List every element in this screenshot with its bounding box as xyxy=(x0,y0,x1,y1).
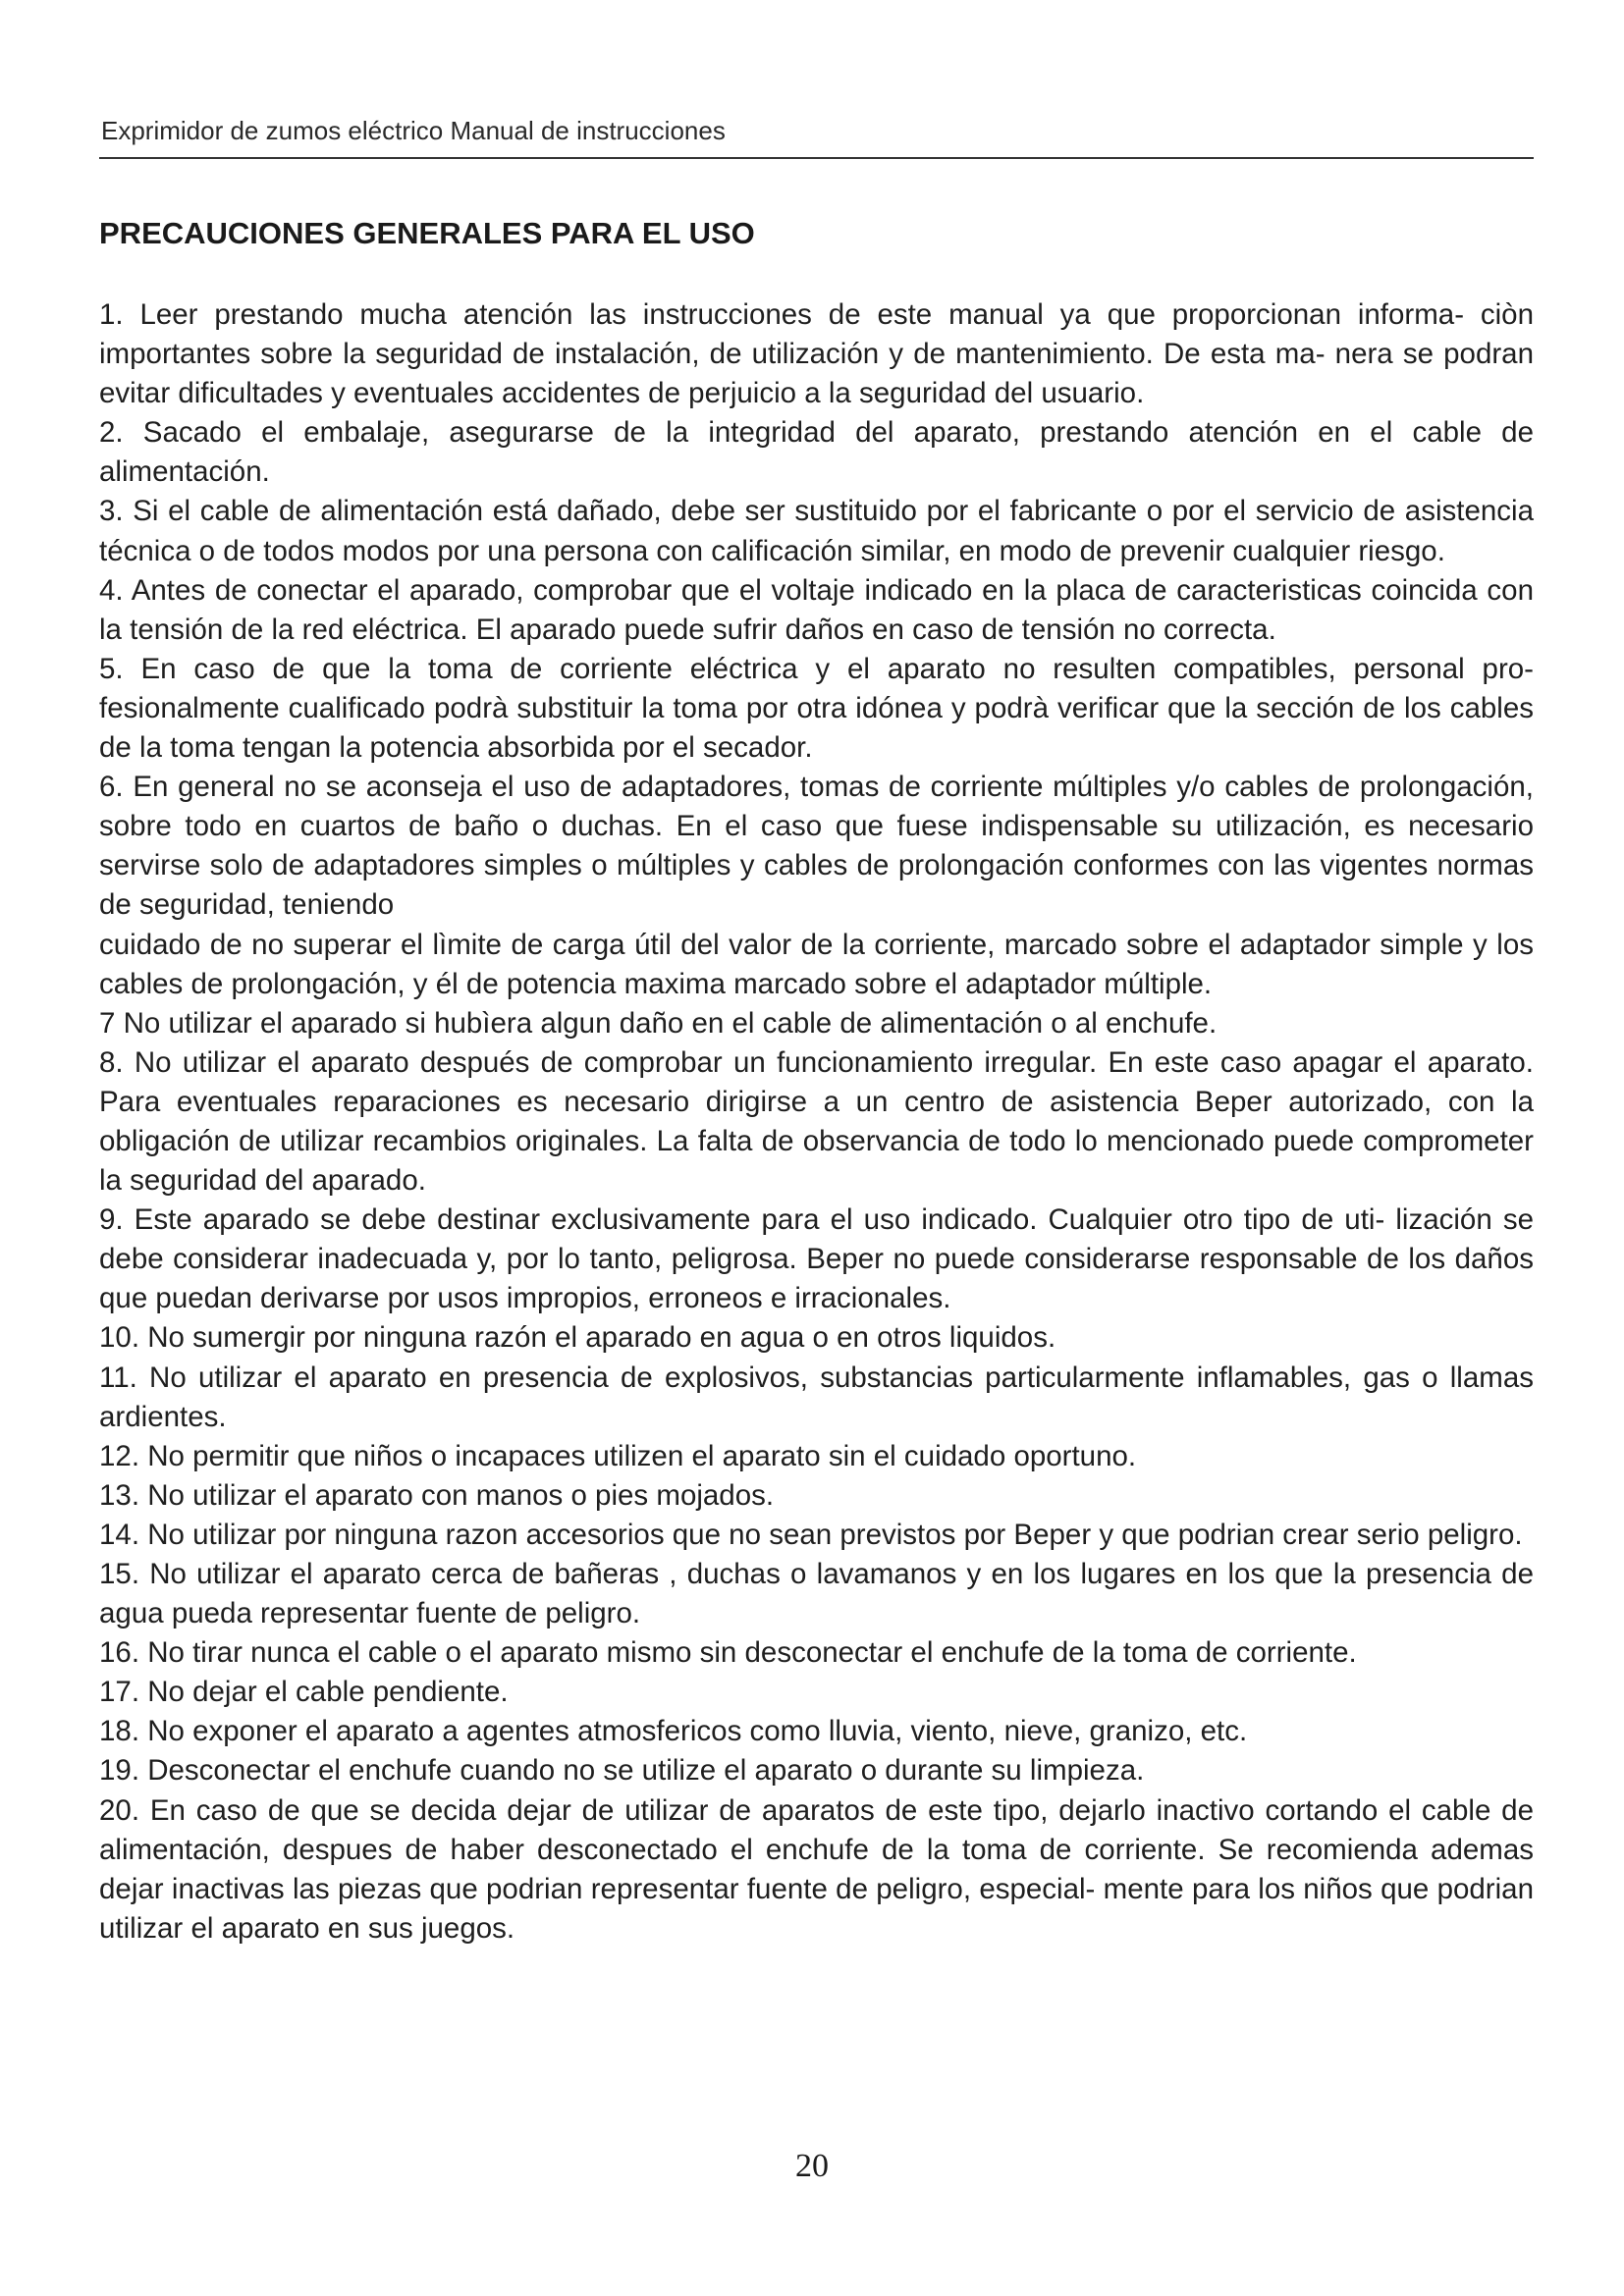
section-title: PRECAUCIONES GENERALES PARA EL USO xyxy=(99,216,755,250)
precaution-item: 16. No tirar nunca el cable o el aparato mismo sin desconectar el enchufe de la toma de corriente. xyxy=(99,1636,1357,1670)
precaution-item: 18. No exponer el aparato a agentes atmosfericos como lluvia, viento, nieve, granizo, etc. xyxy=(99,1715,1248,1748)
precaution-item: 9. Este aparado se debe destinar exclusivamente para el uso indicado. Cualquier otro tipo de uti- lización se debe considerar inadecuada y, por lo tanto, peligrosa. Beper no puede considerarse responsable de los daños que puedan derivarse por usos impropios, erroneos e irracionales. xyxy=(99,1203,1534,1315)
precaution-item: 10. No sumergir por ninguna razón el aparado en agua o en otros liquidos. xyxy=(99,1321,1056,1355)
precaution-item: 11. No utilizar el aparato en presencia de explosivos, substancias particularmente inflamables, gas o llamas ardientes. xyxy=(99,1361,1534,1433)
page-header xyxy=(99,110,1534,159)
page-number: 20 xyxy=(795,2148,829,2184)
precautions-list xyxy=(99,295,1534,1949)
precaution-item: 12. No permitir que niños o incapaces utilizen el aparato sin el cuidado oportuno. xyxy=(99,1439,1137,1472)
precaution-item: 14. No utilizar por ninguna razon accesorios que no sean previstos por Beper y que podrian crear serio peligro. xyxy=(99,1518,1523,1551)
precaution-item: 7 No utilizar el aparado si hubìera algun daño en el cable de alimentación o al enchufe. xyxy=(99,1006,1218,1040)
precaution-item: 2. Sacado el embalaje, asegurarse de la integridad del aparato, prestando atención en el cable de alimentación. xyxy=(99,416,1534,489)
precaution-item: 4. Antes de conectar el aparado, comprobar que el voltaje indicado en la placa de caracteristicas coincida con la tensión de la red eléctrica. El aparado puede sufrir daños en caso de tensión no correcta. xyxy=(99,573,1534,646)
precaution-item: cuidado de no superar el lìmite de carga útil del valor de la corriente, marcado sobre el adaptador simple y los cables de prolongación, y él de potencia maxima marcado sobre el adaptador múltiple. xyxy=(99,928,1534,1000)
precaution-item: 1. Leer prestando mucha atención las instrucciones de este manual ya que proporcionan informa- ciòn importantes sobre la seguridad de instalación, de utilización y de mantenimiento. De esta ma- nera se podran evitar dificultades y eventuales accidentes de perjuicio a la seguridad del usuario. xyxy=(99,298,1534,410)
precaution-item: 19. Desconectar el enchufe cuando no se utilize el aparato o durante su limpieza. xyxy=(99,1754,1145,1788)
header-title: Exprimidor de zumos eléctrico Manual de instrucciones xyxy=(101,116,726,145)
precaution-item: 13. No utilizar el aparato con manos o pies mojados. xyxy=(99,1478,775,1512)
precaution-item: 3. Si el cable de alimentación está dañado, debe ser sustituido por el fabricante o por el servicio de asistencia técnica o de todos modos por una persona con calificación similar, en modo de prevenir cualquier riesgo. xyxy=(99,495,1534,567)
precaution-item: 15. No utilizar el aparato cerca de bañeras , duchas o lavamanos y en los lugares en los que la presencia de agua pueda representar fuente de peligro. xyxy=(99,1558,1534,1630)
precaution-item: 17. No dejar el cable pendiente. xyxy=(99,1676,509,1709)
precaution-item: 6. En general no se aconseja el uso de adaptadores, tomas de corriente múltiples y/o cables de prolongación, sobre todo en cuartos de baño o duchas. En el caso que fuese indispensable su utilización, es necesario servirse solo de adaptadores simples o múltiples y cables de prolongación conformes con las vigentes normas de seguridad, teniendo xyxy=(99,771,1534,922)
precaution-item: 8. No utilizar el aparato después de comprobar un funcionamiento irregular. En este caso apagar el aparato. Para eventuales reparaciones es necesario dirigirse a un centro de asistencia Beper autorizado, con la obligación de utilizar recambios originales. La falta de observancia de todo lo mencionado puede comprometer la seguridad del aparado. xyxy=(99,1045,1534,1198)
precaution-item: 5. En caso de que la toma de corriente eléctrica y el aparato no resulten compatibles, personal pro- fesionalmente cualificado podrà substituir la toma por otra idónea y podrà verificar que la sección de los cables de la toma tengan la potencia absorbida por el secador. xyxy=(99,652,1534,765)
precaution-item: 20. En caso de que se decida dejar de utilizar de aparatos de este tipo, dejarlo inactivo cortando el cable de alimentación, despues de haber desconectado el enchufe de la toma de corriente. Se recomienda ademas dejar inactivas las piezas que podrian representar fuente de peligro, especial- mente para los niños que podrian utilizar el aparato en sus juegos. xyxy=(99,1793,1534,1945)
